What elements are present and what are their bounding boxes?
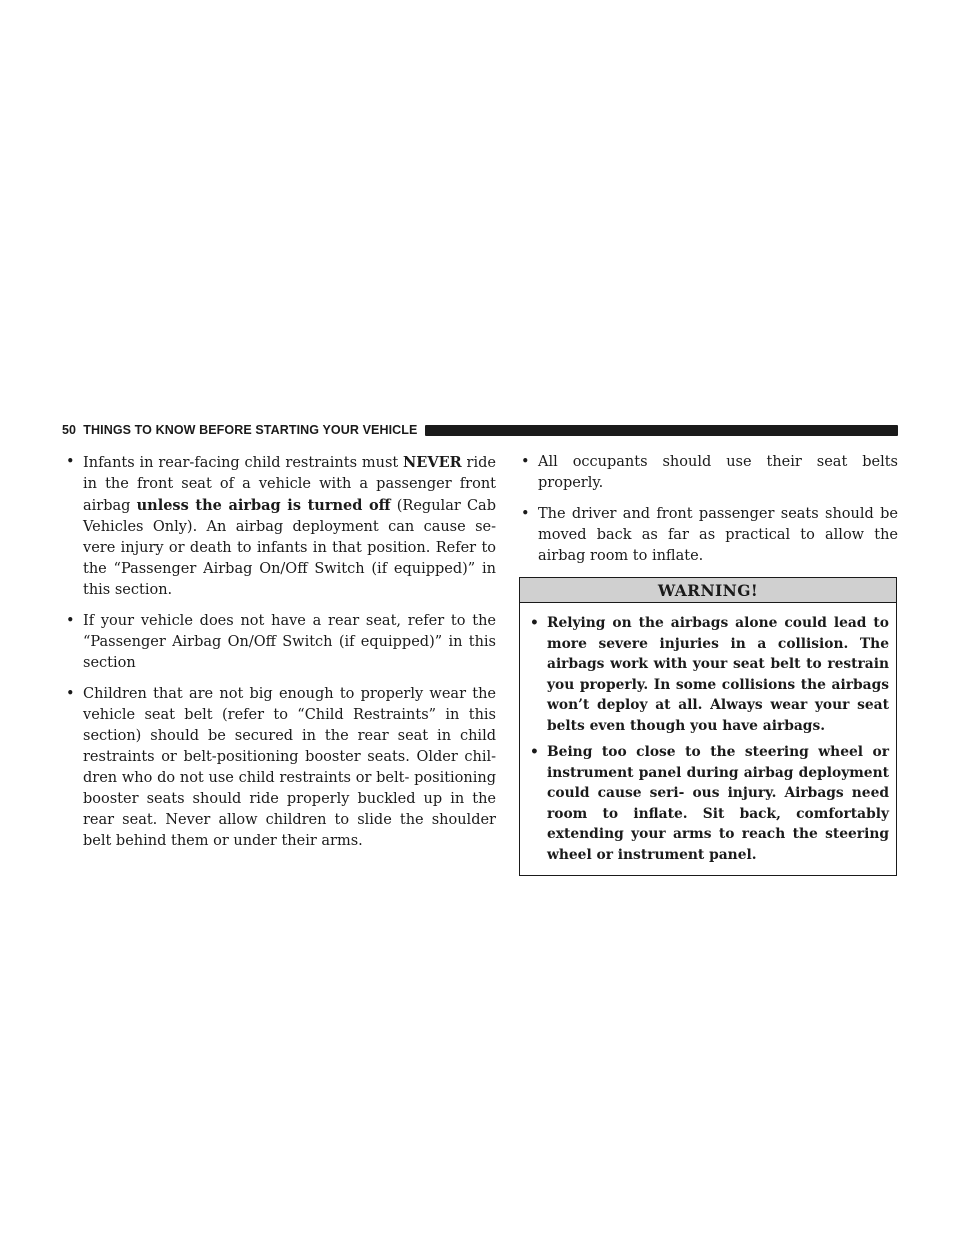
emphasis-never: NEVER — [403, 454, 462, 471]
warning-item-text: Relying on the airbags alone could lead to more severe injuries in a collision. The airbags work with your seat belt to restrain you properly. In some collisions the airbags won’t deploy at all. Always wear your seat belts even though you have airbags. — [547, 615, 889, 734]
emphasis-airbag-off: unless the airbag is turned off — [136, 497, 391, 514]
list-item — [64, 452, 496, 601]
header-rule — [425, 425, 898, 436]
item-text: Children that are not big enough to properly wear the vehicle seat belt (refer to “Child Restraints” in this section) should be secured in the rear seat in child restraints or belt-positioning booster seats. Older chil- dren who do not use child restraints or belt- positioning booster seats should ride properly buckled up in the rear seat. Never allow children to slide the shoulder belt behind them or under their arms. — [83, 686, 496, 849]
page-header — [62, 421, 898, 439]
list-item — [519, 504, 898, 567]
list-item — [64, 611, 496, 674]
right-column — [519, 452, 898, 876]
item-text: If your vehicle does not have a rear seat, refer to the “Passenger Airbag On/Off Switch (if equipped)” in this section — [83, 613, 496, 671]
bullet-icon: • — [66, 613, 75, 629]
warning-bullet-list — [528, 613, 889, 865]
list-item — [64, 684, 496, 852]
warning-title: WARNING! — [520, 578, 896, 603]
left-column — [64, 452, 496, 862]
bullet-icon: • — [521, 454, 530, 470]
left-bullet-list — [64, 452, 496, 852]
item-text-start: Infants in rear-facing child restraints must — [83, 455, 404, 471]
warning-item — [528, 613, 889, 736]
warning-item-text: Being too close to the steering wheel or instrument panel during airbag deployment could cause seri- ous injury. Airbags need room to inflate. Sit back, comfortably extending your arms to reach the steering wheel or instrument panel. — [547, 744, 889, 863]
item-text-middle: ride in the front seat of a vehicle with a passenger front airbag — [83, 455, 496, 514]
section-title: THINGS TO KNOW BEFORE STARTING YOUR VEHICLE — [83, 423, 418, 437]
bullet-icon: • — [521, 506, 530, 522]
item-text: All occupants should use their seat belts properly. — [538, 454, 898, 491]
page-header-text — [62, 423, 417, 437]
bullet-icon: • — [530, 615, 539, 631]
warning-box — [519, 577, 897, 876]
right-bullet-list — [519, 452, 898, 567]
list-item — [519, 452, 898, 494]
bullet-icon: • — [66, 686, 75, 702]
page-number: 50 — [62, 423, 77, 437]
item-text-end: (Regular Cab Vehicles Only). An airbag deployment can cause se- vere injury or death to infants in that position. Refer to the “Passenger Airbag On/Off Switch (if equipped)” in this section. — [83, 498, 496, 598]
warning-body — [520, 603, 896, 875]
bullet-icon: • — [66, 454, 75, 470]
item-text: The driver and front passenger seats should be moved back as far as practical to allow the airbag room to inflate. — [538, 506, 898, 564]
bullet-icon: • — [530, 744, 539, 760]
warning-item — [528, 742, 889, 865]
